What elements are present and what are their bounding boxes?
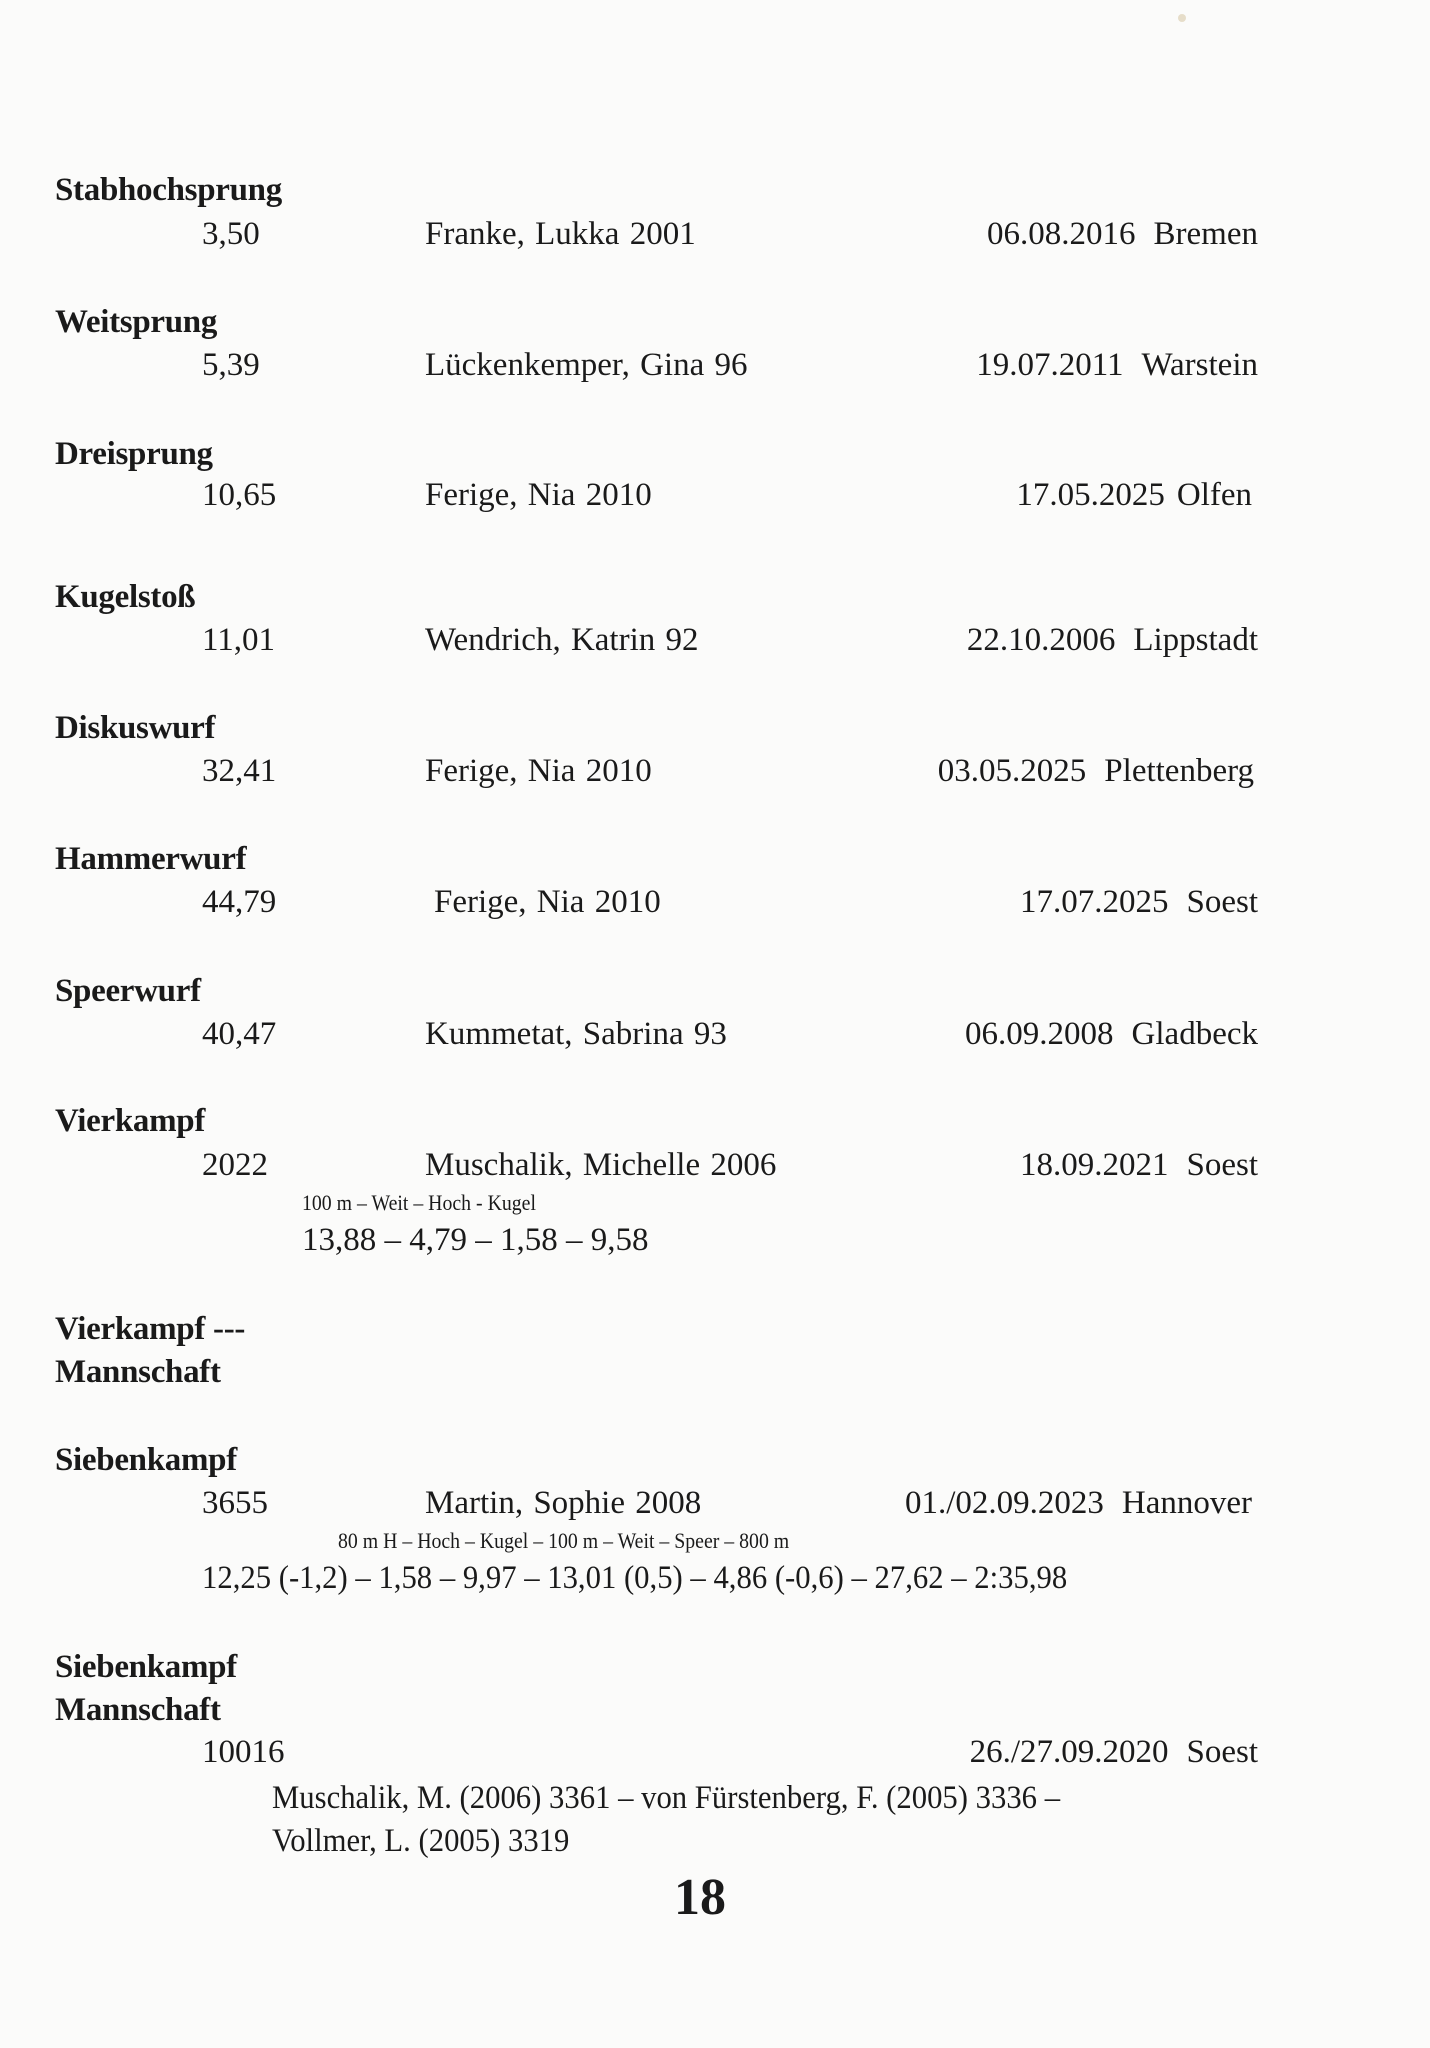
record-value: 2022 (202, 1147, 268, 1183)
record-value: 10016 (202, 1734, 285, 1770)
record-date: 17.05.2025 (1016, 477, 1165, 513)
event-heading: Diskuswurf (55, 710, 216, 746)
record-date: 17.07.2025 (1019, 884, 1169, 920)
record-value: 3655 (202, 1485, 268, 1521)
athlete-name: Lückenkemper, Gina 96 (425, 347, 748, 383)
athlete-name: Muschalik, Michelle 2006 (425, 1147, 777, 1183)
athlete-name: Wendrich, Katrin 92 (425, 622, 699, 658)
athlete-name: Ferige, Nia 2010 (425, 753, 652, 789)
record-date-place (970, 1736, 1258, 1769)
event-heading: Stabhochsprung (55, 172, 282, 208)
record-value: 10,65 (202, 477, 277, 513)
record-place: Soest (1186, 1734, 1258, 1770)
record-date-place (938, 755, 1254, 788)
record-place: Lippstadt (1133, 622, 1258, 658)
record-place: Olfen (1176, 477, 1252, 513)
athlete-name: Ferige, Nia 2010 (425, 477, 652, 513)
team-members: Muschalik, M. (2006) 3361 – von Fürstenberg, F. (2005) 3336 – (272, 1780, 1061, 1816)
discipline-list: 100 m – Weit – Hoch - Kugel (302, 1190, 536, 1215)
discipline-results: 13,88 – 4,79 – 1,58 – 9,58 (302, 1222, 649, 1258)
event-heading-line2: Mannschaft (55, 1692, 221, 1728)
record-date-place (965, 1018, 1258, 1051)
record-date-place (905, 1487, 1252, 1520)
event-heading: Kugelstoß (55, 579, 196, 615)
discipline-results: 12,25 (-1,2) – 1,58 – 9,97 – 13,01 (0,5) – 4,86 (-0,6) – 27,62 – 2:35,98 (202, 1560, 1068, 1596)
record-place: Soest (1186, 1147, 1258, 1183)
team-members-line2: Vollmer, L. (2005) 3319 (272, 1823, 570, 1859)
record-value: 11,01 (202, 622, 276, 658)
record-date: 06.08.2016 (987, 216, 1136, 252)
record-place: Gladbeck (1131, 1016, 1258, 1052)
event-heading: Speerwurf (55, 973, 201, 1009)
record-date-place (1020, 886, 1258, 919)
page-number: 18 (674, 1869, 726, 1926)
record-date: 19.07.2011 (976, 347, 1124, 383)
athlete-name: Franke, Lukka 2001 (425, 216, 696, 252)
record-date: 22.10.2006 (966, 622, 1116, 658)
record-date-place (987, 218, 1258, 251)
record-date: 26./27.09.2020 (969, 1734, 1169, 1770)
event-heading-line2: Mannschaft (55, 1354, 221, 1390)
event-heading: Vierkampf (55, 1103, 206, 1139)
record-place: Plettenberg (1104, 753, 1254, 789)
record-date-place (1020, 1149, 1258, 1182)
event-heading: Vierkampf --- (55, 1311, 246, 1347)
record-place: Soest (1186, 884, 1258, 920)
record-place: Warstein (1141, 347, 1258, 383)
scan-speck (1178, 14, 1186, 22)
record-date: 18.09.2021 (1019, 1147, 1169, 1183)
record-date-place (1016, 479, 1252, 512)
record-date-place (967, 624, 1258, 657)
record-value: 40,47 (202, 1016, 277, 1052)
record-date: 06.09.2008 (965, 1016, 1114, 1052)
athlete-name: Kummetat, Sabrina 93 (425, 1016, 727, 1052)
athlete-name: Ferige, Nia 2010 (434, 884, 661, 920)
event-heading: Weitsprung (55, 304, 218, 340)
record-place: Bremen (1153, 216, 1258, 252)
discipline-list: 80 m H – Hoch – Kugel – 100 m – Weit – Speer – 800 m (338, 1528, 790, 1553)
record-place: Hannover (1121, 1485, 1252, 1521)
record-value: 44,79 (202, 884, 277, 920)
record-date: 01./02.09.2023 (904, 1485, 1104, 1521)
event-heading: Hammerwurf (55, 841, 247, 877)
record-value: 3,50 (202, 216, 260, 252)
record-date: 03.05.2025 (937, 753, 1087, 789)
event-heading: Siebenkampf (55, 1442, 237, 1478)
record-date-place (976, 349, 1258, 382)
record-value: 5,39 (202, 347, 260, 383)
event-heading: Siebenkampf (55, 1649, 237, 1685)
event-heading: Dreisprung (55, 436, 213, 472)
athlete-name: Martin, Sophie 2008 (425, 1485, 702, 1521)
record-value: 32,41 (202, 753, 277, 789)
